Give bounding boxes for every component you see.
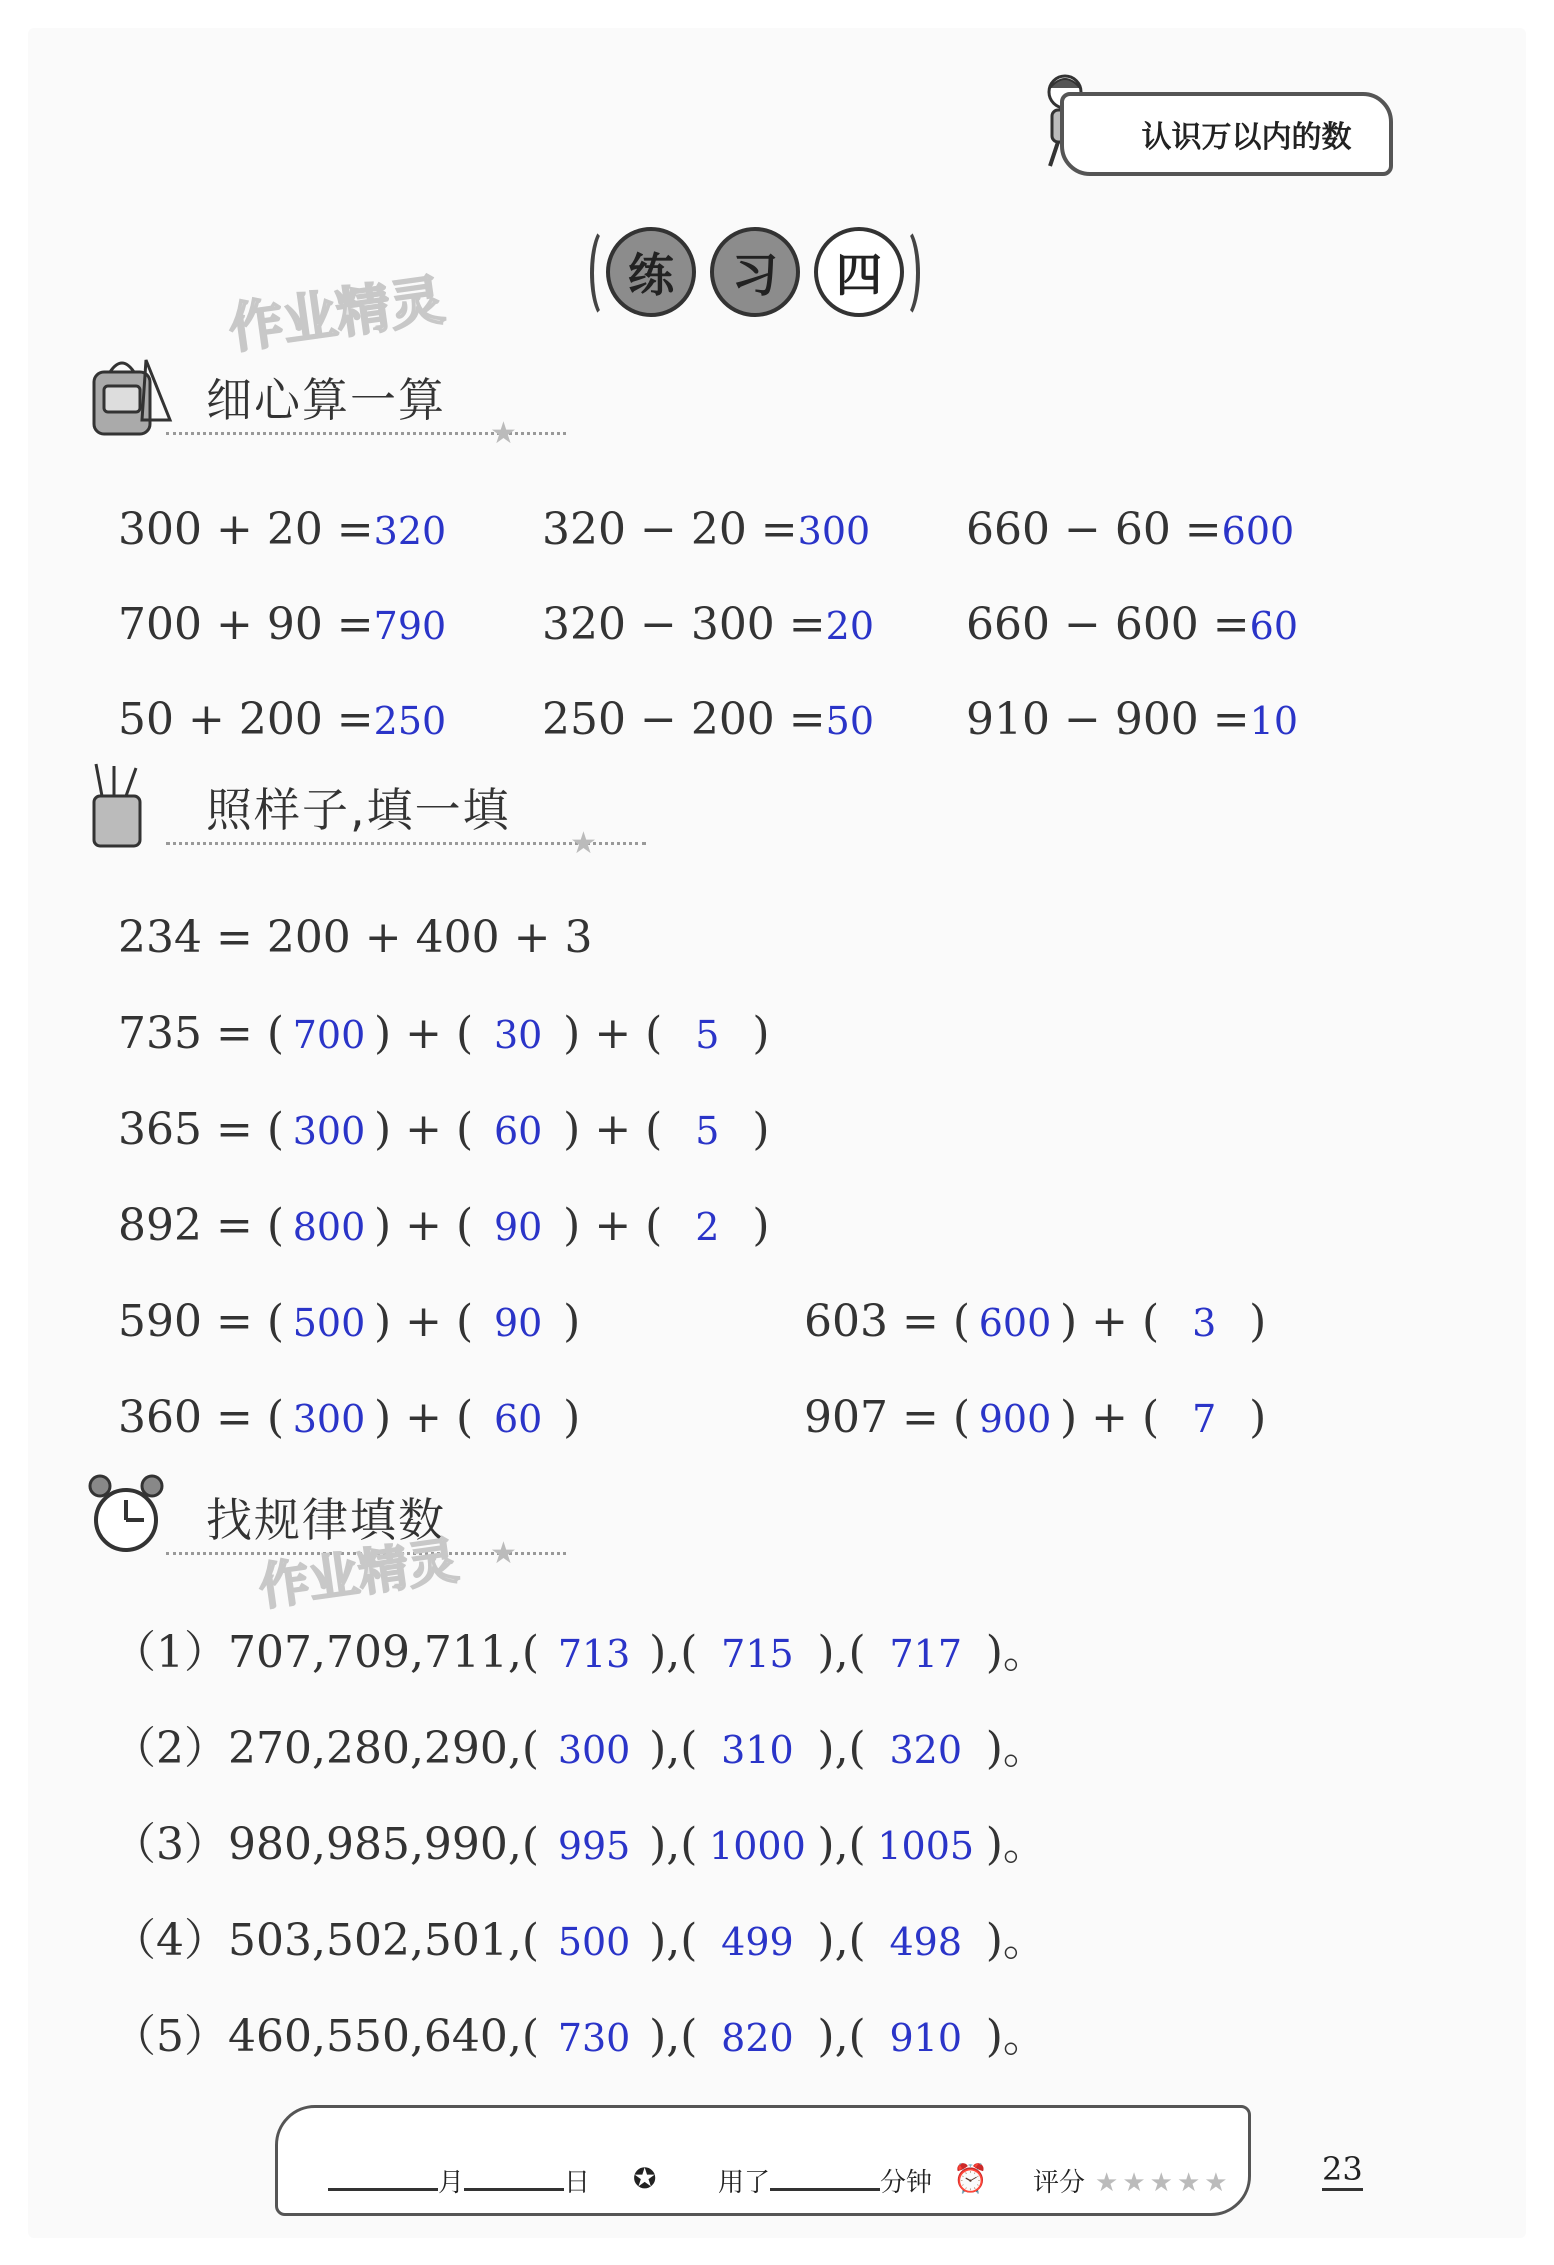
sequence-row: （1）707,709,711,( 713 ),( 715 ),( 717 )。	[112, 1627, 1047, 1678]
star-icon: ★	[570, 826, 597, 861]
section-rule-title: 找规律填数	[206, 1493, 446, 1547]
footer-score: 评分 ★★★★★	[1033, 2168, 1232, 2198]
watermark: 作业精灵	[255, 1531, 462, 1617]
calc-item: 700 + 90 =790	[118, 599, 447, 650]
sequence-row: （5）460,550,640,( 730 ),( 820 ),( 910 )。	[112, 2011, 1047, 2062]
pencil-cup-icon	[86, 760, 176, 850]
calc-item: 660 − 600 =60	[966, 599, 1299, 650]
chapter-title: 认识万以内的数	[1141, 120, 1352, 155]
decompose-row: 907 = ( 900 ) + ( 7 )	[804, 1392, 1267, 1443]
watermark: 作业精灵	[225, 268, 448, 361]
sequence-row: （3）980,985,990,( 995 ),( 1000 ),( 1005 )。	[112, 1819, 1047, 1870]
right-arc-decoration	[888, 226, 920, 320]
rating-stars-icon: ★★★★★	[1095, 2168, 1232, 2198]
section-calc-header	[86, 350, 606, 451]
sequence-row: （4）503,502,501,( 500 ),( 499 ),( 498 )。	[112, 1915, 1047, 1966]
exercise-title	[590, 222, 920, 322]
decompose-row: 603 = ( 600 ) + ( 3 )	[804, 1296, 1267, 1347]
example-equation: 234 = 200 + 400 + 3	[118, 912, 593, 963]
decompose-row: 360 = ( 300 ) + ( 60 )	[118, 1392, 581, 1443]
chapter-banner	[1060, 92, 1393, 176]
clock-icon: ⏰	[953, 2162, 988, 2195]
section-pattern-title: 照样子,填一填	[206, 783, 511, 837]
calc-item: 320 − 300 =20	[542, 599, 875, 650]
decompose-row: 365 = ( 300 ) + ( 60 ) + ( 5 )	[118, 1104, 770, 1155]
title-char-2: 习	[710, 227, 800, 317]
alarm-clock-icon	[86, 1470, 176, 1560]
calc-item: 300 + 20 =320	[118, 504, 447, 555]
calc-item: 50 + 200 =250	[118, 694, 447, 745]
footer-date: 月 日	[328, 2162, 590, 2199]
sequence-row: （2）270,280,290,( 300 ),( 310 ),( 320 )。	[112, 1723, 1047, 1774]
calc-item: 250 − 200 =50	[542, 694, 875, 745]
title-char-1: 练	[606, 227, 696, 317]
decompose-row: 735 = ( 700 ) + ( 30 ) + ( 5 )	[118, 1008, 770, 1059]
section-pattern-header	[86, 760, 606, 861]
footer-time: 用了 分钟	[718, 2168, 933, 2198]
calc-item: 910 − 900 =10	[966, 694, 1299, 745]
medal-icon: ✪	[633, 2162, 657, 2195]
decompose-row: 892 = ( 800 ) + ( 90 ) + ( 2 )	[118, 1200, 770, 1251]
section-calc-title: 细心算一算	[206, 373, 446, 427]
backpack-icon	[86, 350, 176, 440]
star-icon: ★	[490, 1536, 517, 1571]
footer-record-box	[275, 2105, 1251, 2216]
decompose-row: 590 = ( 500 ) + ( 90 )	[118, 1296, 581, 1347]
calc-item: 660 − 60 =600	[966, 504, 1295, 555]
page-number: 23	[1322, 2150, 1363, 2191]
title-char-3: 四	[814, 227, 904, 317]
calc-item: 320 − 20 =300	[542, 504, 871, 555]
star-icon: ★	[490, 416, 517, 451]
left-arc-decoration	[590, 226, 622, 320]
